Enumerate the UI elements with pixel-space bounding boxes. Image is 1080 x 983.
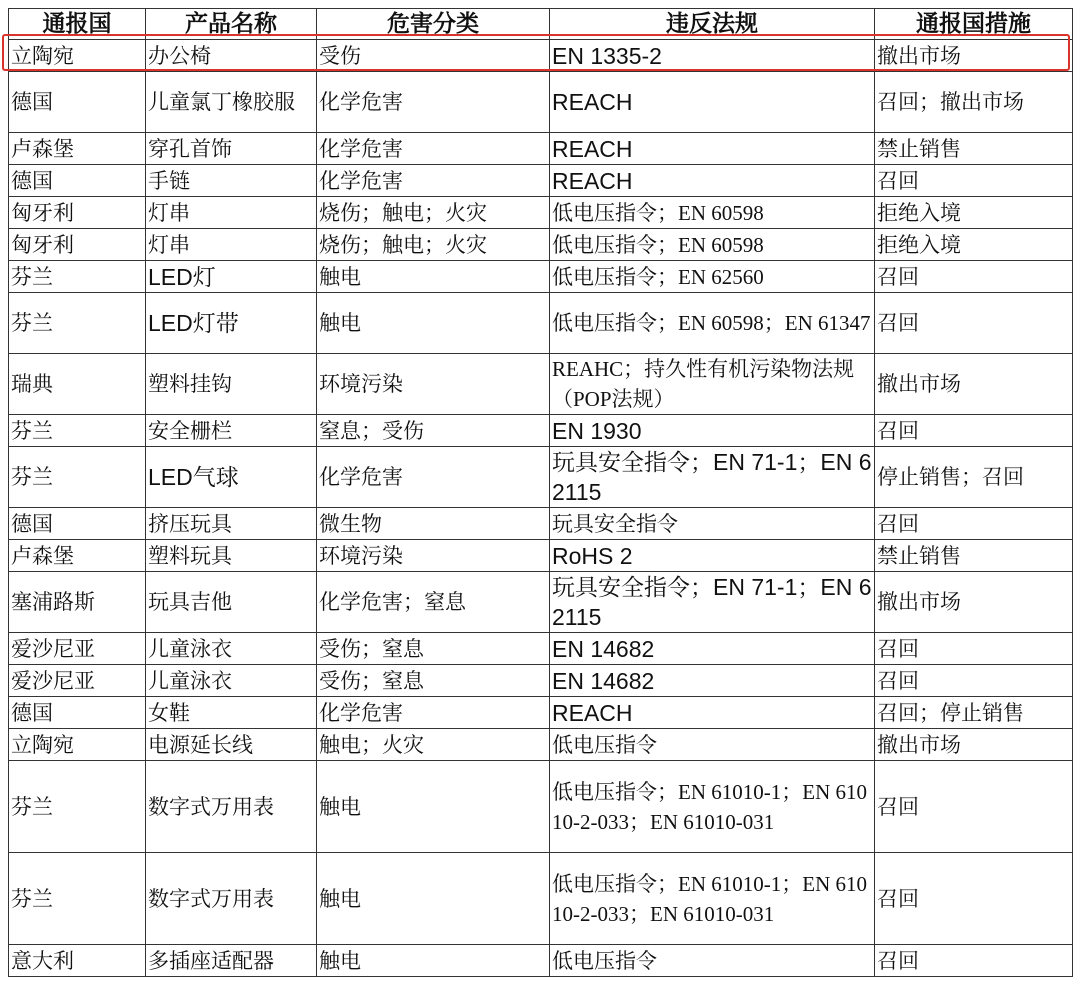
- cell-product: LED气球: [146, 447, 317, 508]
- cell-measure: 召回: [875, 945, 1073, 977]
- cell-product: 儿童氯丁橡胶服: [146, 72, 317, 133]
- cell-measure: 召回；撤出市场: [875, 72, 1073, 133]
- cell-product: 办公椅: [146, 40, 317, 72]
- cell-country: 德国: [9, 508, 146, 540]
- table-row: [9, 229, 1073, 261]
- cell-country: 塞浦路斯: [9, 572, 146, 633]
- cell-product: 女鞋: [146, 697, 317, 729]
- cell-regulation: 玩具安全指令: [550, 508, 875, 540]
- cell-hazard: 窒息；受伤: [317, 415, 550, 447]
- cell-country: 立陶宛: [9, 729, 146, 761]
- cell-regulation: 玩具安全指令；EN 71-1；EN 62115: [550, 447, 875, 508]
- cell-country: 匈牙利: [9, 197, 146, 229]
- cell-regulation: REACH: [550, 165, 875, 197]
- cell-regulation: 玩具安全指令；EN 71-1；EN 62115: [550, 572, 875, 633]
- header-measure: 通报国措施: [875, 9, 1073, 40]
- cell-product: 儿童泳衣: [146, 633, 317, 665]
- cell-hazard: 化学危害: [317, 447, 550, 508]
- cell-measure: 召回: [875, 293, 1073, 354]
- cell-product: 灯串: [146, 229, 317, 261]
- cell-measure: 撤出市场: [875, 572, 1073, 633]
- cell-country: 卢森堡: [9, 133, 146, 165]
- cell-measure: 召回: [875, 633, 1073, 665]
- table-row: [9, 572, 1073, 633]
- cell-hazard: 化学危害: [317, 133, 550, 165]
- cell-measure: 召回: [875, 261, 1073, 293]
- recall-table-container: [8, 8, 1073, 977]
- cell-regulation: REACH: [550, 697, 875, 729]
- table-row: [9, 354, 1073, 415]
- cell-country: 德国: [9, 697, 146, 729]
- cell-product: 儿童泳衣: [146, 665, 317, 697]
- cell-measure: 撤出市场: [875, 729, 1073, 761]
- cell-product: 塑料玩具: [146, 540, 317, 572]
- cell-product: 电源延长线: [146, 729, 317, 761]
- cell-measure: 召回: [875, 415, 1073, 447]
- cell-hazard: 触电: [317, 945, 550, 977]
- table-row: [9, 40, 1073, 72]
- cell-country: 立陶宛: [9, 40, 146, 72]
- cell-measure: 撤出市场: [875, 354, 1073, 415]
- cell-country: 意大利: [9, 945, 146, 977]
- cell-product: 穿孔首饰: [146, 133, 317, 165]
- cell-regulation: EN 1930: [550, 415, 875, 447]
- table-row: [9, 508, 1073, 540]
- cell-product: 手链: [146, 165, 317, 197]
- cell-hazard: 烧伤；触电；火灾: [317, 229, 550, 261]
- cell-regulation: 低电压指令；EN 62560: [550, 261, 875, 293]
- cell-country: 芬兰: [9, 293, 146, 354]
- cell-hazard: 受伤；窒息: [317, 633, 550, 665]
- cell-measure: 禁止销售: [875, 540, 1073, 572]
- table-row: [9, 945, 1073, 977]
- cell-regulation: 低电压指令；EN 60598；EN 61347: [550, 293, 875, 354]
- table-row: [9, 197, 1073, 229]
- cell-product: 玩具吉他: [146, 572, 317, 633]
- cell-measure: 撤出市场: [875, 40, 1073, 72]
- header-regulation: 违反法规: [550, 9, 875, 40]
- cell-regulation: 低电压指令；EN 61010-1；EN 61010-2-033；EN 61010-031: [550, 761, 875, 853]
- table-row: [9, 540, 1073, 572]
- cell-measure: 拒绝入境: [875, 229, 1073, 261]
- cell-measure: 召回: [875, 665, 1073, 697]
- cell-product: LED灯带: [146, 293, 317, 354]
- table-row: [9, 133, 1073, 165]
- cell-regulation: 低电压指令；EN 61010-1；EN 61010-2-033；EN 61010-031: [550, 853, 875, 945]
- table-row: [9, 72, 1073, 133]
- cell-product: 挤压玩具: [146, 508, 317, 540]
- cell-measure: 召回: [875, 761, 1073, 853]
- cell-measure: 召回: [875, 508, 1073, 540]
- table-row: [9, 697, 1073, 729]
- recall-table: [8, 8, 1073, 977]
- cell-measure: 召回: [875, 165, 1073, 197]
- cell-hazard: 化学危害；窒息: [317, 572, 550, 633]
- cell-country: 芬兰: [9, 415, 146, 447]
- header-country: 通报国: [9, 9, 146, 40]
- cell-measure: 召回: [875, 853, 1073, 945]
- header-hazard: 危害分类: [317, 9, 550, 40]
- cell-regulation: 低电压指令: [550, 729, 875, 761]
- cell-product: 塑料挂钩: [146, 354, 317, 415]
- cell-country: 德国: [9, 72, 146, 133]
- table-row: [9, 761, 1073, 853]
- cell-measure: 禁止销售: [875, 133, 1073, 165]
- table-row: [9, 261, 1073, 293]
- cell-country: 芬兰: [9, 853, 146, 945]
- cell-country: 芬兰: [9, 447, 146, 508]
- cell-measure: 召回；停止销售: [875, 697, 1073, 729]
- table-row: [9, 293, 1073, 354]
- cell-hazard: 化学危害: [317, 72, 550, 133]
- table-row: [9, 633, 1073, 665]
- table-row: [9, 729, 1073, 761]
- cell-regulation: REAHC；持久性有机污染物法规（POP法规）: [550, 354, 875, 415]
- cell-product: LED灯: [146, 261, 317, 293]
- cell-product: 灯串: [146, 197, 317, 229]
- cell-hazard: 触电；火灾: [317, 729, 550, 761]
- cell-hazard: 微生物: [317, 508, 550, 540]
- cell-country: 瑞典: [9, 354, 146, 415]
- table-row: [9, 415, 1073, 447]
- cell-regulation: REACH: [550, 133, 875, 165]
- cell-country: 德国: [9, 165, 146, 197]
- cell-measure: 拒绝入境: [875, 197, 1073, 229]
- cell-regulation: REACH: [550, 72, 875, 133]
- cell-country: 匈牙利: [9, 229, 146, 261]
- cell-product: 数字式万用表: [146, 761, 317, 853]
- cell-regulation: EN 1335-2: [550, 40, 875, 72]
- cell-hazard: 环境污染: [317, 354, 550, 415]
- cell-regulation: EN 14682: [550, 665, 875, 697]
- cell-country: 卢森堡: [9, 540, 146, 572]
- table-row: [9, 165, 1073, 197]
- cell-hazard: 环境污染: [317, 540, 550, 572]
- cell-country: 爱沙尼亚: [9, 665, 146, 697]
- cell-product: 数字式万用表: [146, 853, 317, 945]
- cell-regulation: 低电压指令: [550, 945, 875, 977]
- cell-product: 多插座适配器: [146, 945, 317, 977]
- cell-country: 芬兰: [9, 761, 146, 853]
- cell-hazard: 触电: [317, 761, 550, 853]
- cell-hazard: 化学危害: [317, 165, 550, 197]
- table-row: [9, 665, 1073, 697]
- cell-hazard: 烧伤；触电；火灾: [317, 197, 550, 229]
- cell-hazard: 受伤；窒息: [317, 665, 550, 697]
- cell-country: 爱沙尼亚: [9, 633, 146, 665]
- cell-measure: 停止销售；召回: [875, 447, 1073, 508]
- cell-regulation: EN 14682: [550, 633, 875, 665]
- table-row: [9, 853, 1073, 945]
- table-row: [9, 447, 1073, 508]
- cell-hazard: 触电: [317, 853, 550, 945]
- cell-product: 安全栅栏: [146, 415, 317, 447]
- header-product: 产品名称: [146, 9, 317, 40]
- cell-regulation: 低电压指令；EN 60598: [550, 229, 875, 261]
- cell-hazard: 触电: [317, 261, 550, 293]
- cell-regulation: 低电压指令；EN 60598: [550, 197, 875, 229]
- table-header-row: [9, 9, 1073, 40]
- cell-country: 芬兰: [9, 261, 146, 293]
- cell-regulation: RoHS 2: [550, 540, 875, 572]
- cell-hazard: 触电: [317, 293, 550, 354]
- cell-hazard: 化学危害: [317, 697, 550, 729]
- cell-hazard: 受伤: [317, 40, 550, 72]
